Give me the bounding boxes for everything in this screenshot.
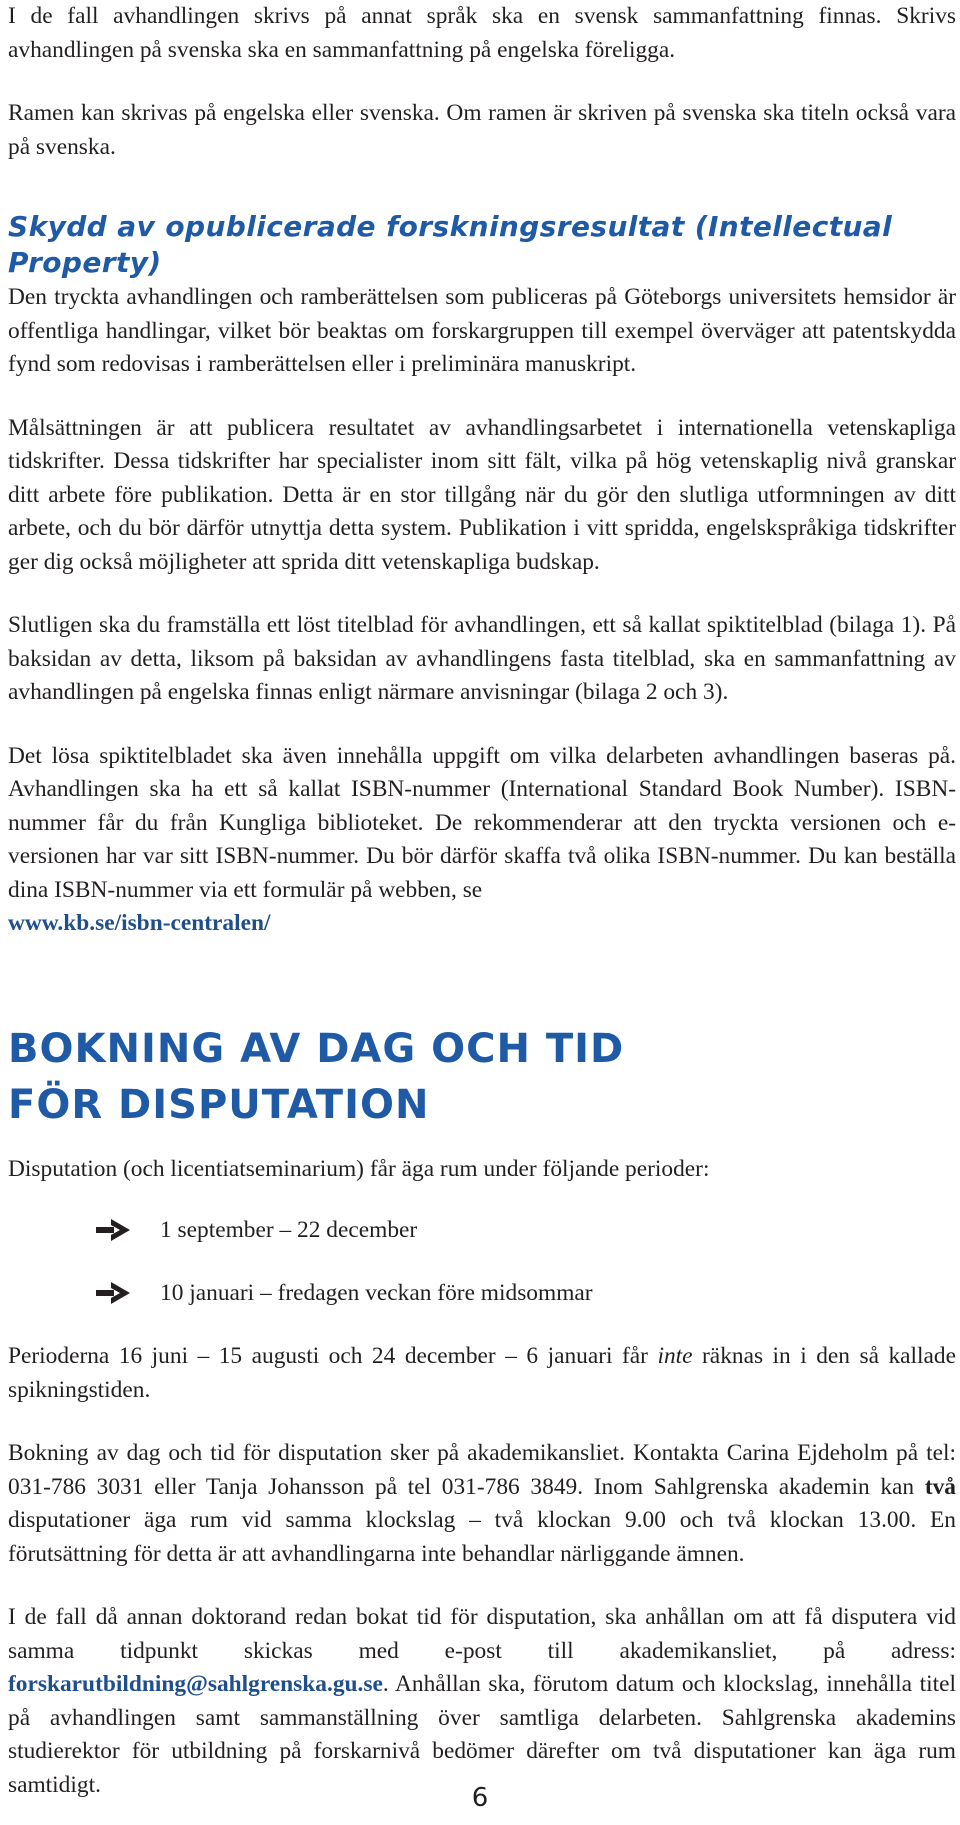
request-text-end: . Anhållan ska, förutom datum och klockslag, innehålla titel på avhandlingen samt sammanställning över samtliga delarbeten. Sahlgrenska akademins studierektor för utbildning på forskarnivå bedömer därefter om två disputationer kan äga rum samtidigt. (8, 1671, 956, 1798)
booking-contact-text-start: Bokning av dag och tid för disputation sker på akademikansliet. Kontakta Carina Ejdeholm på tel: 031-786 3031 eller Tanja Johansson på tel 031-786 3849. Inom Sahlgrenska akademin kan (8, 1440, 956, 1500)
arrow-right-icon (96, 1219, 130, 1241)
publication-goal-paragraph: Målsättningen är att publicera resultatet av avhandlingsarbetet i internationella vetenskapliga tidskrifter. Dessa tidskrifter har specialister inom sitt fält, vilka på hög vetenskaplig nivå granskar ditt arbete före publikation. Detta är en stor tillgång när du gör den slutliga utformningen av ditt arbete, och du bör därför utnyttja detta system. Publikation i vitt spridda, engelskspråkiga tidskrifter ger dig också möjligheter att sprida ditt vetenskapliga budskap. (8, 414, 956, 575)
booking-heading-line2: FÖR DISPUTATION (8, 1081, 430, 1128)
spikningstid-emphasis: inte (657, 1343, 693, 1369)
same-time-request-paragraph (8, 1601, 956, 1802)
booking-heading (8, 1021, 956, 1133)
isbn-paragraph-text: Det lösa spiktitelbladet ska även innehålla uppgift om vilka delarbeten avhandlingen baseras på. Avhandlingen ska ha ett så kallat ISBN-nummer (International Standard Book Number). ISBN-nummer får du från Kungliga biblioteket. De rekommenderar att den tryckta versionen och e-versionen har var sitt ISBN-nummer. Du bör därför skaffa två olika ISBN-nummer. Du kan beställa dina ISBN-nummer via ett formulär på webben, se (8, 742, 956, 903)
document-page (8, 0, 956, 1802)
periods-intro-paragraph: Disputation (och licentiatseminarium) får äga rum under följande perioder: (8, 1155, 710, 1182)
arrow-right-icon (96, 1282, 130, 1304)
booking-contact-emphasis: två (924, 1473, 956, 1500)
period-text: 10 januari – fredagen veckan före midsommar (160, 1280, 593, 1306)
frame-language-paragraph: Ramen kan skrivas på engelska eller svenska. Om ramen är skriven på svenska ska titeln också vara på svenska. (8, 100, 956, 160)
isbn-centralen-link[interactable]: www.kb.se/isbn-centralen/ (8, 910, 271, 936)
intellectual-property-heading: Skydd av opublicerade forskningsresultat (Intellectual Property) (8, 210, 893, 279)
public-documents-paragraph: Den tryckta avhandlingen och ramberättelsen som publiceras på Göteborgs universitets hemsidor är offentliga handlingar, vilket bör beaktas om forskargruppen till exempel överväger att patentskydda fynd som redovisas i ramberättelsen eller i preliminära manuskript. (8, 284, 956, 377)
booking-heading-line1: BOKNING AV DAG OCH TID (8, 1025, 625, 1072)
booking-contact-text-end: disputationer äga rum vid samma klockslag – två klockan 9.00 och två klockan 13.00. En förutsättning för detta är att avhandlingarna inte behandlar närliggande ämnen. (8, 1507, 956, 1567)
email-link[interactable]: forskarutbildning@sahlgrenska.gu.se (8, 1671, 383, 1697)
period-item (8, 1211, 956, 1249)
spikningstid-paragraph (8, 1340, 956, 1407)
spikningstid-text-end: räknas in i den så kallade spikningstiden. (8, 1343, 956, 1403)
title-page-paragraph: Slutligen ska du framställa ett löst titelblad för avhandlingen, ett så kallat spiktitelblad (bilaga 1). På baksidan av detta, liksom på baksidan av avhandlingens fasta titelblad, ska en sammanfattning av avhandlingen på engelska finnas enligt närmare anvisningar (bilaga 2 och 3). (8, 612, 956, 705)
summary-language-paragraph: I de fall avhandlingen skrivs på annat språk ska en svensk sammanfattning finnas. Skrivs avhandlingen på svenska ska en sammanfattning på engelska föreligga. (8, 3, 956, 63)
period-list (8, 1211, 956, 1312)
period-item (8, 1274, 956, 1312)
isbn-paragraph (8, 740, 956, 941)
booking-contact-paragraph (8, 1437, 956, 1571)
page-number: 6 (471, 1783, 489, 1813)
spikningstid-text-start: Perioderna 16 juni – 15 augusti och 24 december – 6 januari får (8, 1343, 658, 1369)
request-text-start: I de fall då annan doktorand redan bokat tid för disputation, ska anhållan om att få disputera vid samma tidpunkt skickas med e-post till akademikansliet, på adress: (8, 1604, 956, 1664)
period-text: 1 september – 22 december (160, 1217, 418, 1243)
